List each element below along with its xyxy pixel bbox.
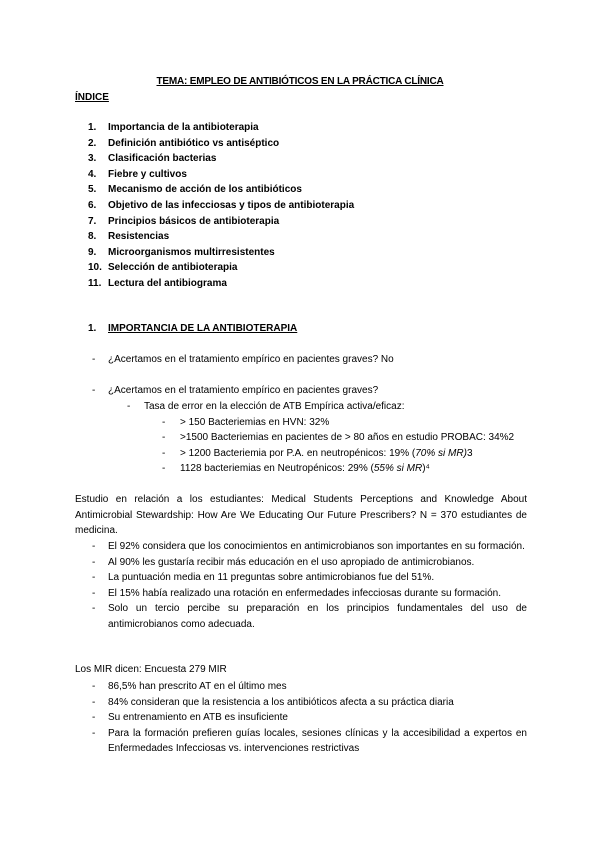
list-item: - 86,5% han prescrito AT en el último mes	[75, 679, 527, 695]
bullet-dash: -	[92, 681, 96, 692]
bullet-dash: -	[92, 354, 96, 365]
sub-sub-bullet-dash: -	[162, 448, 166, 459]
sub-bullet-item: Tasa de error en la elección de ATB Empírica activa/eficaz:	[144, 401, 405, 412]
toc-item	[88, 120, 354, 136]
mir-intro: Los MIR dicen: Encuesta 279 MIR	[75, 664, 227, 675]
bullet-dash: -	[92, 696, 96, 708]
toc-item	[88, 167, 354, 183]
bullet-dash: -	[92, 385, 96, 396]
toc-item	[88, 182, 354, 198]
bullet-dash: -	[92, 603, 96, 615]
sub-bullet-dash: -	[127, 401, 131, 412]
toc-item-number: 10.	[88, 262, 102, 274]
toc-item-number: 9.	[88, 246, 97, 258]
bullet-dash: -	[92, 556, 96, 568]
toc-item-label: Objetivo de las infecciosas y tipos de antibioterapia	[108, 199, 355, 211]
list-item: - Para la formación prefieren guías locales, sesiones clínicas y la accesibilidad a expertos en Enfermedades Infecciosas vs. intervenciones restrictivas	[92, 727, 527, 755]
table-of-contents	[88, 120, 354, 292]
sub-sub-bullet-item: 1128 bacteriemias en Neutropénicos: 29% (55% si MR)⁴	[180, 463, 430, 474]
toc-item-number: 11.	[88, 277, 102, 289]
sub-sub-bullet-item: > 1200 Bacteriemia por P.A. en neutropénicos: 19% (70% si MR)3	[180, 448, 473, 459]
toc-item-label: Clasificación bacterias	[108, 153, 217, 165]
toc-item-label: Importancia de la antibioterapia	[108, 122, 259, 133]
bullet-dash: -	[92, 712, 96, 724]
bullet-dash: -	[92, 587, 96, 599]
toc-item-label: Lectura del antibiograma	[108, 277, 227, 289]
toc-item	[88, 260, 354, 276]
toc-item-label: Resistencias	[108, 231, 170, 243]
list-item: - La puntuación media en 11 preguntas sobre antimicrobianos fue del 51%.	[75, 570, 527, 586]
section-number: 1.	[88, 323, 97, 334]
bullet-dash: -	[92, 727, 96, 739]
toc-item	[88, 151, 354, 167]
toc-item-label: Microorganismos multirresistentes	[108, 246, 275, 258]
toc-item-number: 2.	[88, 137, 97, 149]
bullet-dash: -	[92, 541, 96, 552]
toc-item-label: Fiebre y cultivos	[108, 168, 187, 180]
toc-item-number: 1.	[88, 122, 97, 133]
toc-item	[88, 136, 354, 152]
list-item: - 84% consideran que la resistencia a los antibióticos afecta a su práctica diaria	[75, 695, 527, 711]
toc-item	[88, 245, 354, 261]
toc-item-number: 8.	[88, 231, 97, 243]
section-1-heading	[88, 323, 297, 334]
document-title: TEMA: EMPLEO DE ANTIBIÓTICOS EN LA PRÁCTICA CLÍNICA	[156, 76, 444, 87]
toc-item-label: Mecanismo de acción de los antibióticos	[108, 184, 302, 196]
list-item: - Al 90% les gustaría recibir más educación en el uso apropiado de antimicrobianos.	[75, 555, 527, 571]
toc-item-number: 3.	[88, 153, 97, 165]
toc-item-number: 6.	[88, 199, 97, 211]
index-heading: ÍNDICE	[75, 92, 109, 103]
sub-sub-bullet-dash: -	[162, 432, 166, 443]
toc-item	[88, 198, 354, 214]
study-paragraph: Estudio en relación a los estudiantes: Medical Students Perceptions and Knowledge About Antimicrobial Stewardship: How Are We Educating Our Future Prescribers? N = 370 estudiantes de medicina.	[75, 494, 527, 537]
list-item: - El 15% había realizado una rotación en enfermedades infecciosas durante su formación.	[75, 586, 527, 602]
bullet-item: ¿Acertamos en el tratamiento empírico en pacientes graves?	[108, 385, 379, 396]
list-item: - El 92% considera que los conocimientos en antimicrobianos son importantes en su formación.	[75, 539, 527, 555]
toc-item-label: Principios básicos de antibioterapia	[108, 215, 280, 227]
study-points-list	[75, 539, 527, 633]
toc-item	[88, 276, 354, 292]
toc-item-number: 4.	[88, 168, 97, 180]
toc-item	[88, 214, 354, 230]
bullet-dash: -	[92, 572, 96, 584]
sub-sub-bullet-item: >1500 Bacteriemias en pacientes de > 80 años en estudio PROBAC: 34%2	[180, 432, 515, 443]
toc-item-label: Selección de antibioterapia	[108, 262, 238, 274]
toc-item-number: 7.	[88, 215, 97, 227]
list-item: - Solo un tercio percibe su preparación en los principios fundamentales del uso de antimicrobianos como adecuada.	[92, 603, 527, 630]
mir-points-list	[75, 679, 527, 757]
toc-item	[88, 229, 354, 245]
toc-item-label: Definición antibiótico vs antiséptico	[108, 137, 280, 149]
sub-sub-bullet-dash: -	[162, 463, 166, 474]
toc-item-number: 5.	[88, 184, 97, 196]
bullet-item: ¿Acertamos en el tratamiento empírico en pacientes graves? No	[108, 354, 394, 365]
list-item: - Su entrenamiento en ATB es insuficiente	[75, 710, 527, 726]
section-title: IMPORTANCIA DE LA ANTIBIOTERAPIA	[108, 323, 298, 334]
sub-sub-bullet-item: > 150 Bacteriemias en HVN: 32%	[180, 417, 330, 428]
sub-sub-bullet-dash: -	[162, 417, 166, 428]
